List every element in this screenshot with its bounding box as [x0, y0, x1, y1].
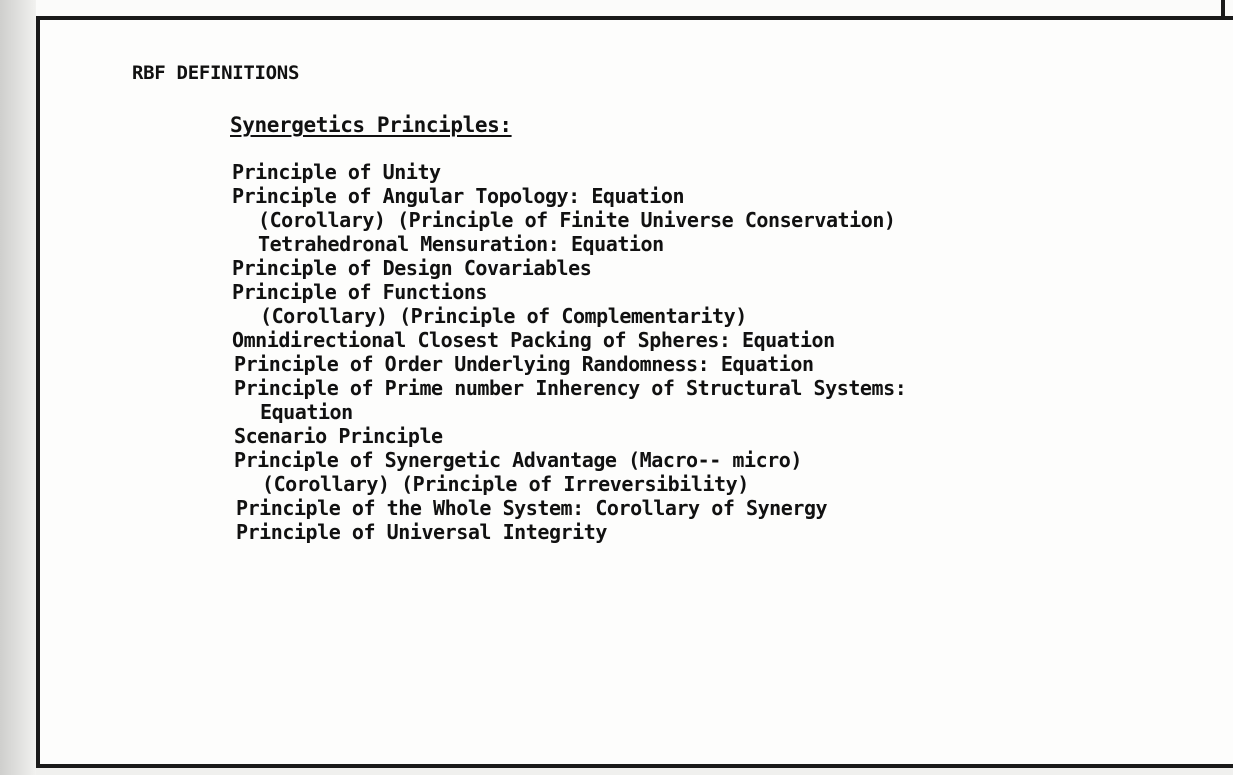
principle-line: Equation: [260, 400, 353, 424]
scan-top-margin: [36, 0, 1233, 16]
principle-line: Scenario Principle: [234, 424, 443, 448]
section-heading: Synergetics Principles:: [230, 113, 512, 137]
principle-line: Principle of Order Underlying Randomness: Equation: [234, 352, 814, 376]
scan-page-shadow: [0, 0, 36, 775]
principle-line: Principle of Functions: [232, 280, 488, 304]
principle-line: Principle of Prime number Inherency of Structural Systems:: [234, 376, 907, 400]
principle-line: Omnidirectional Closest Packing of Spheres: Equation: [232, 328, 835, 352]
principle-line: Tetrahedronal Mensuration: Equation: [258, 232, 664, 256]
scan-bottom-margin: [36, 768, 1233, 775]
principle-line: Principle of Unity: [232, 160, 441, 184]
principle-line: (Corollary) (Principle of Complementarity): [260, 304, 747, 328]
principle-line: Principle of Design Covariables: [232, 256, 592, 280]
principle-line: Principle of Synergetic Advantage (Macro-- micro): [234, 448, 802, 472]
principle-line: Principle of the Whole System: Corollary of Synergy: [236, 496, 828, 520]
page-title: RBF DEFINITIONS: [132, 62, 300, 84]
principle-line: (Corollary) (Principle of Finite Universe Conservation): [258, 208, 896, 232]
principle-line: Principle of Universal Integrity: [236, 520, 607, 544]
principle-line: (Corollary) (Principle of Irreversibility): [262, 472, 749, 496]
principle-line: Principle of Angular Topology: Equation: [232, 184, 685, 208]
